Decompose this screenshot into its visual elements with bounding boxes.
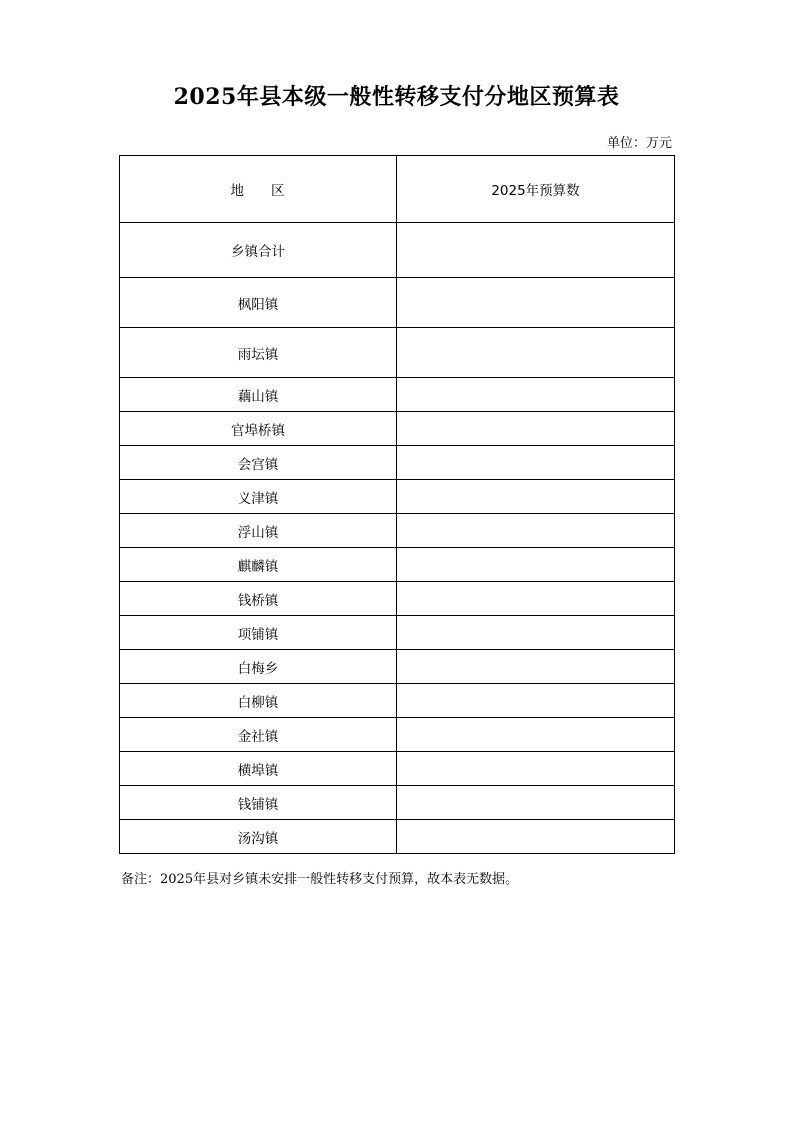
region-cell: 横埠镇 (120, 752, 397, 786)
table-row (120, 278, 675, 328)
value-cell (397, 582, 675, 616)
page-title: 2025年县本级一般性转移支付分地区预算表 (173, 84, 620, 110)
table-row (120, 616, 675, 650)
region-cell: 枫阳镇 (120, 278, 397, 328)
table-row (120, 650, 675, 684)
table-row-total (120, 223, 675, 278)
region-cell: 汤沟镇 (120, 820, 397, 854)
region-cell: 藕山镇 (120, 378, 397, 412)
value-cell (397, 446, 675, 480)
value-cell (397, 514, 675, 548)
value-cell (397, 412, 675, 446)
column-header-region-part2: 区 (271, 183, 286, 199)
value-cell (397, 718, 675, 752)
value-cell (397, 820, 675, 854)
table-row (120, 378, 675, 412)
region-cell: 会宫镇 (120, 446, 397, 480)
region-cell: 雨坛镇 (120, 328, 397, 378)
value-cell (397, 786, 675, 820)
unit-label: 单位：万元 (606, 136, 672, 151)
value-cell (397, 616, 675, 650)
column-header-region (120, 156, 397, 223)
value-cell (397, 328, 675, 378)
region-cell: 金社镇 (120, 718, 397, 752)
region-cell: 白柳镇 (120, 684, 397, 718)
column-header-region-part1: 地 (230, 183, 245, 199)
footnote: 备注：2025年县对乡镇未安排一般性转移支付预算，故本表无数据。 (121, 872, 519, 887)
region-cell: 钱桥镇 (120, 582, 397, 616)
table-row (120, 582, 675, 616)
table-row (120, 684, 675, 718)
table-row (120, 480, 675, 514)
value-cell (397, 278, 675, 328)
table-row (120, 752, 675, 786)
value-cell (397, 223, 675, 278)
table-header-row (120, 156, 675, 223)
region-cell: 官埠桥镇 (120, 412, 397, 446)
region-cell: 项铺镇 (120, 616, 397, 650)
table-row (120, 718, 675, 752)
table-row (120, 820, 675, 854)
table-row (120, 412, 675, 446)
region-cell: 钱铺镇 (120, 786, 397, 820)
column-header-budget: 2025年预算数 (397, 156, 675, 223)
region-cell: 麒麟镇 (120, 548, 397, 582)
table-row (120, 446, 675, 480)
region-cell: 乡镇合计 (120, 223, 397, 278)
budget-table (119, 155, 675, 854)
value-cell (397, 480, 675, 514)
value-cell (397, 650, 675, 684)
region-cell: 浮山镇 (120, 514, 397, 548)
region-cell: 白梅乡 (120, 650, 397, 684)
region-cell: 义津镇 (120, 480, 397, 514)
table-row (120, 514, 675, 548)
table-row (120, 328, 675, 378)
table-row (120, 786, 675, 820)
value-cell (397, 548, 675, 582)
table-row (120, 548, 675, 582)
value-cell (397, 752, 675, 786)
value-cell (397, 684, 675, 718)
value-cell (397, 378, 675, 412)
